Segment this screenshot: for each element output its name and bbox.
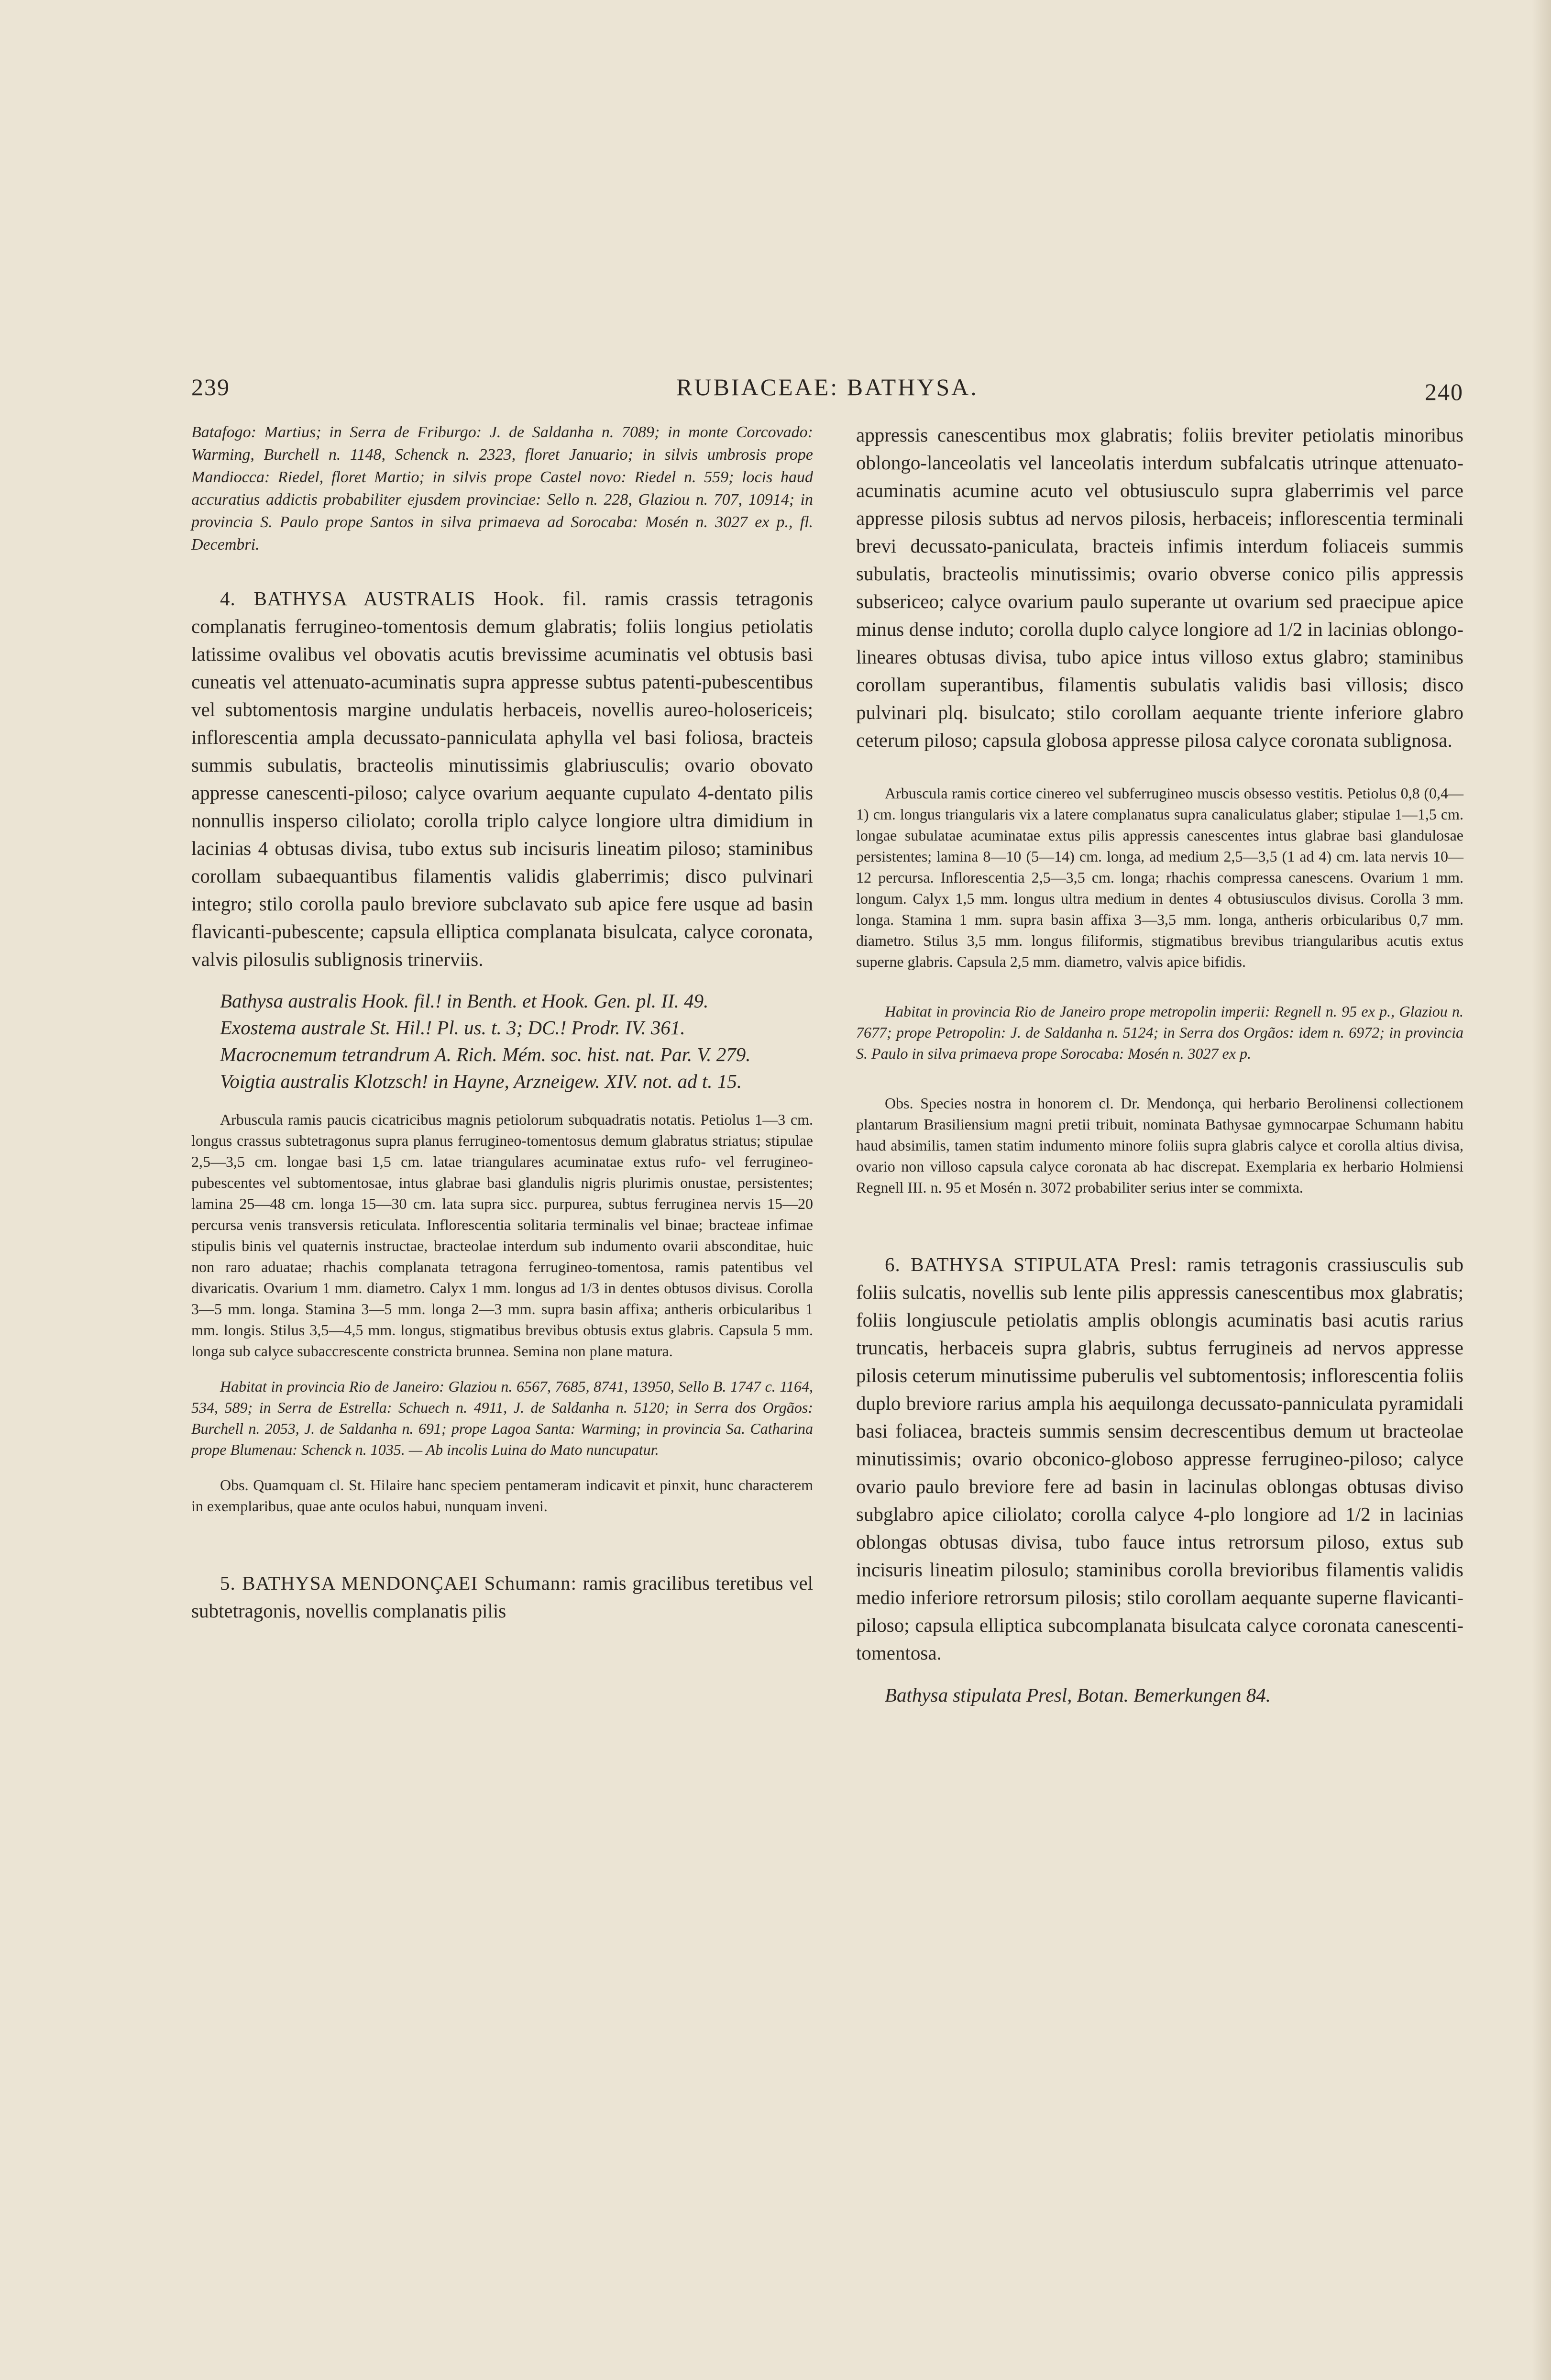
species-6-synonym: Bathysa stipulata Presl, Botan. Bemerkungen 84. [885, 1684, 1271, 1706]
species-6-heading: 6. BATHYSA STIPULATA Presl: [885, 1253, 1177, 1275]
species-4-habitat: Habitat in provincia Rio de Janeiro: Glaziou n. 6567, 7685, 8741, 13950, Sello B. 1747 c. 1164, 534, 589; in Serra de Estrella: Schuech n. 4911, J. de Saldanha n. 5120; in Serra dos Orgãos: Burchell n. 2053, J. de Saldanha n. 691; prope Lagoa Santa: Warming; in provincia Sa. Catharina prope Blumenau: Schenck n. 1035. — Ab incolis Luina do Mato nuncupatur. [191, 1378, 813, 1458]
species-4-observation: Obs. Quamquam cl. St. Hilaire hanc speciem pentameram indicavit et pinxit, hunc characterem in exemplaribus, quae ante oculos habui, nunquam inveni. [191, 1476, 813, 1515]
species-4-detail: Arbuscula ramis paucis cicatricibus magnis petiolorum subquadratis notatis. Petiolus 1—3 cm. longus crassus subtetragonus supra planus ferrugineo-tomentosus demum glabratus striatus; stipulae 2,5—3,5 cm. longae basi 1,5 cm. latae triangulares acuminatae extus rufo- vel ferrugineo-pubescentes vel subtomentosae, intus glabrae basi glandulis nigris plurimis onustae, persistentes; lamina 25—48 cm. longa 15—30 cm. lata supra sicc. purpurea, subtus ferruginea nervis 15—20 percursa venis transversis reticulata. Inflorescentia solitaria terminalis vel binae; bracteae infimae stipulis binis vel quaternis instructae, bracteolae interdum sub indumento ovarii absconditae, huic non raro aduatae; rhachis complanata tetragona ferrugineo-tomentosa, ramis patentibus vel divaricatis. Ovarium 1 mm. diametro. Calyx 1 mm. longus ad 1/3 in dentes obtusos divisus. Corolla 3—5 mm. longa. Stamina 3—5 mm. longa 2—3 mm. supra basin affixa; antheris orbicularibus 1 mm. longis. Stilus 3,5—4,5 mm. longus, stigmatibus brevibus obtusis extus glabris. Capsula 5 mm. longa sub calyce subaccrescente constricta brunnea. Semina non plane matura. [191, 1111, 813, 1360]
species-5-heading: 5. BATHYSA MENDONÇAEI Schumann: [220, 1572, 577, 1594]
species-4-description: ramis crassis tetragonis complanatis ferrugineo-tomentosis demum glabratis; foliis longius petiolatis latissime ovalibus vel obovatis acutis brevissime acuminatis vel obtusis basi cuneatis vel attenuato-acuminatis supra appresse subtus patenti-pubescentibus vel subtomentosis margine undulatis herbaceis, novellis aureo-holosericeis; inflorescentia ampla decussato-panniculata aphylla vel basi foliosa, bracteis summis subulatis, bracteolis minutissimis glabriusculis; ovario obovato appresse canescenti-piloso; calyce ovarium aequante cupulato 4-dentato pilis nonnullis insperso ciliolato; corolla triplo calyce longiore ultra dimidium in lacinias 4 obtusas divisa, tubo extus sub incisuris lineatim piloso; staminibus corollam subaequantibus filamentis validis glaberrimis; disco pulvinari integro; stilo corolla paulo breviore subclavato sub apice fere usque ad basin flavicanti-pubescente; capsula elliptica complanata bisulcata, calyce coronata, valvis pilosulis sublignosis trinerviis. [191, 587, 814, 970]
running-header [191, 364, 1463, 407]
species-4-heading: 4. BATHYSA AUSTRALIS Hook. fil. [220, 587, 587, 609]
species-5-detail: Arbuscula ramis cortice cinereo vel subferrugineo muscis obsesso vestitis. Petiolus 0,8 (0,4—1) cm. longus triangularis vix a latere complanatus supra canaliculatus glaber; stipulae 1—1,5 cm. longae subulatae acuminatae extus pilis appressis canescentes intus glabrae basi glandulosae persistentes; lamina 8—10 (5—14) cm. longa, ad medium 2,5—3,5 (1 ad 4) cm. lata nervis 10—12 percursa. Inflorescentia 2,5—3,5 cm. longa; rhachis compressa canescens. Ovarium 1 mm. longum. Calyx 1,5 mm. longus ultra medium in dentes 4 obtusiusculos divisus. Corolla 3 mm. longa. Stamina 1 mm. supra basin affixa 3—3,5 mm. longa, antheris orbicularibus 0,7 mm. diametro. Stilus 3,5 mm. longus filiformis, stigmatibus brevibus triangularibus acutis extus superne glabris. Capsula 2,5 mm. diametro, valvis apice bifidis. [856, 785, 1463, 970]
locality-continuation: Batafogo: Martius; in Serra de Friburgo: J. de Saldanha n. 7089; in monte Corcovado: Warming, Burchell n. 1148, Schenck n. 2323, floret Januario; in silvis umbrosis prope Mandiocca: Riedel, floret Martio; in silvis prope Castel novo: Riedel n. 559; locis haud accuratius addictis probabiliter ejusdem provinciae: Sello n. 228, Glaziou n. 707, 10914; in provincia S. Paulo prope Santos in silva primaeva ad Sorocaba: Mosén n. 3027 ex p., fl. Decembri. [191, 423, 813, 553]
species-6-description: ramis tetragonis crassiusculis sub foliis sulcatis, novellis sub lente pilis appressis canescentibus mox glabratis; foliis longiuscule petiolatis amplis oblongis acuminatis basi acutis rarius truncatis, herbaceis supra glabris, subtus ferrugineis ad nervos appresse pilosis ceterum minutissime puberulis vel subtomentosis; inflorescentia foliis duplo breviore rarius ampla his aequilonga decussato-panniculata pyramidali basi foliacea, bracteis summis sensim decrescentibus demum ut bracteolae minutissimis; ovario obconico-globoso appresse ferrugineo-piloso; calyce ovario paulo breviore fere ad basin in lacinulas oblongas obtusas diviso subglabro apice ciliolato; corolla calyce 4-plo longiore ad 1/2 in lacinias oblongas obtusas divisa, tubo fauce intus retrorsum piloso, extus sub incisuris lineatim pilosulo; staminibus corolla brevioribus filamentis validis medio inferiore retrorsum pilosis; stilo corollam aequante superne flavicanti-piloso; capsula elliptica subcomplanata bisulcata calyce coronata canescenti-tomentosa. [856, 1253, 1463, 1664]
synonym: Bathysa australis Hook. fil.! in Benth. et Hook. Gen. pl. II. 49. [220, 990, 709, 1012]
synonym: Voigtia australis Klotzsch! in Hayne, Arzneigew. XIV. not. ad t. 15. [220, 1070, 742, 1092]
species-4-entry [191, 585, 813, 973]
species-5-entry [191, 1569, 813, 1625]
species-5-description: ramis gracilibus teretibus vel subtetragonis, novellis complanatis pilis [191, 1572, 813, 1622]
left-column [191, 421, 813, 1625]
species-6-entry [856, 1251, 1463, 1667]
right-column [856, 421, 1463, 1709]
species-5-description-continued: appressis canescentibus mox glabratis; foliis breviter petiolatis minoribus oblongo-lanceolatis vel lanceolatis interdum subfalcatis utrinque attenuato-acuminatis acumine acuto vel obtusiusculo supra glaberrimis vel parce appresse pilosis subtus ad nervos pilosis, herbaceis; inflorescentia terminali brevi decussato-paniculata, bracteis infimis interdum foliaceis summis subulatis, bracteolis minutissimis; ovario obverse conico pilis appressis subsericeo; calyce ovarium paulo superante ut ovarium sed praecipue apice minus dense induto; corolla duplo calyce longiore ad 1/2 in lacinias oblongo-lineares obtusas divisa, tubo apice intus villoso extus glabro; staminibus corollam superantibus, filamentis subulatis validis basi villosis; disco pulvinari plq. bisulcato; stilo corollam aequante triente inferiore glabro ceterum piloso; capsula globosa appresse pilosa calyce coronata sublignosa. [856, 424, 1463, 751]
page-edge [1532, 0, 1551, 2380]
synonym: Exostema australe St. Hil.! Pl. us. t. 3; DC.! Prodr. IV. 361. [220, 1017, 685, 1039]
page-number-right: 240 [1425, 378, 1463, 405]
species-4-synonyms [191, 987, 813, 1095]
page-number-left: 239 [191, 374, 230, 400]
species-5-observation: Obs. Species nostra in honorem cl. Dr. Mendonça, qui herbario Berolinensi collectionem plantarum Brasiliensium magni pretii tribuit, nominata Bathysae gymnocarpae Schumann habitu haud absimilis, tamen statim indumento minore foliis supra glabris calyce et corolla altius divisa, ovario non villoso capsula calyce coronata ab hac discrepat. Exemplaria ex herbario Holmiensi Regnell III. n. 95 et Mosén n. 3072 probabiliter serius inter se commixta. [856, 1095, 1463, 1196]
running-title: RUBIACEAE: BATHYSA. [676, 374, 979, 400]
synonym: Macrocnemum tetrandrum A. Rich. Mém. soc. hist. nat. Par. V. 279. [220, 1043, 751, 1065]
species-5-habitat: Habitat in provincia Rio de Janeiro prope metropolin imperii: Regnell n. 95 ex p., Glaziou n. 7677; prope Petropolin: J. de Saldanha n. 5124; in Serra dos Orgãos: idem n. 6972; in provincia S. Paulo in silva primaeva prope Sorocaba: Mosén n. 3027 ex p. [856, 1003, 1463, 1062]
